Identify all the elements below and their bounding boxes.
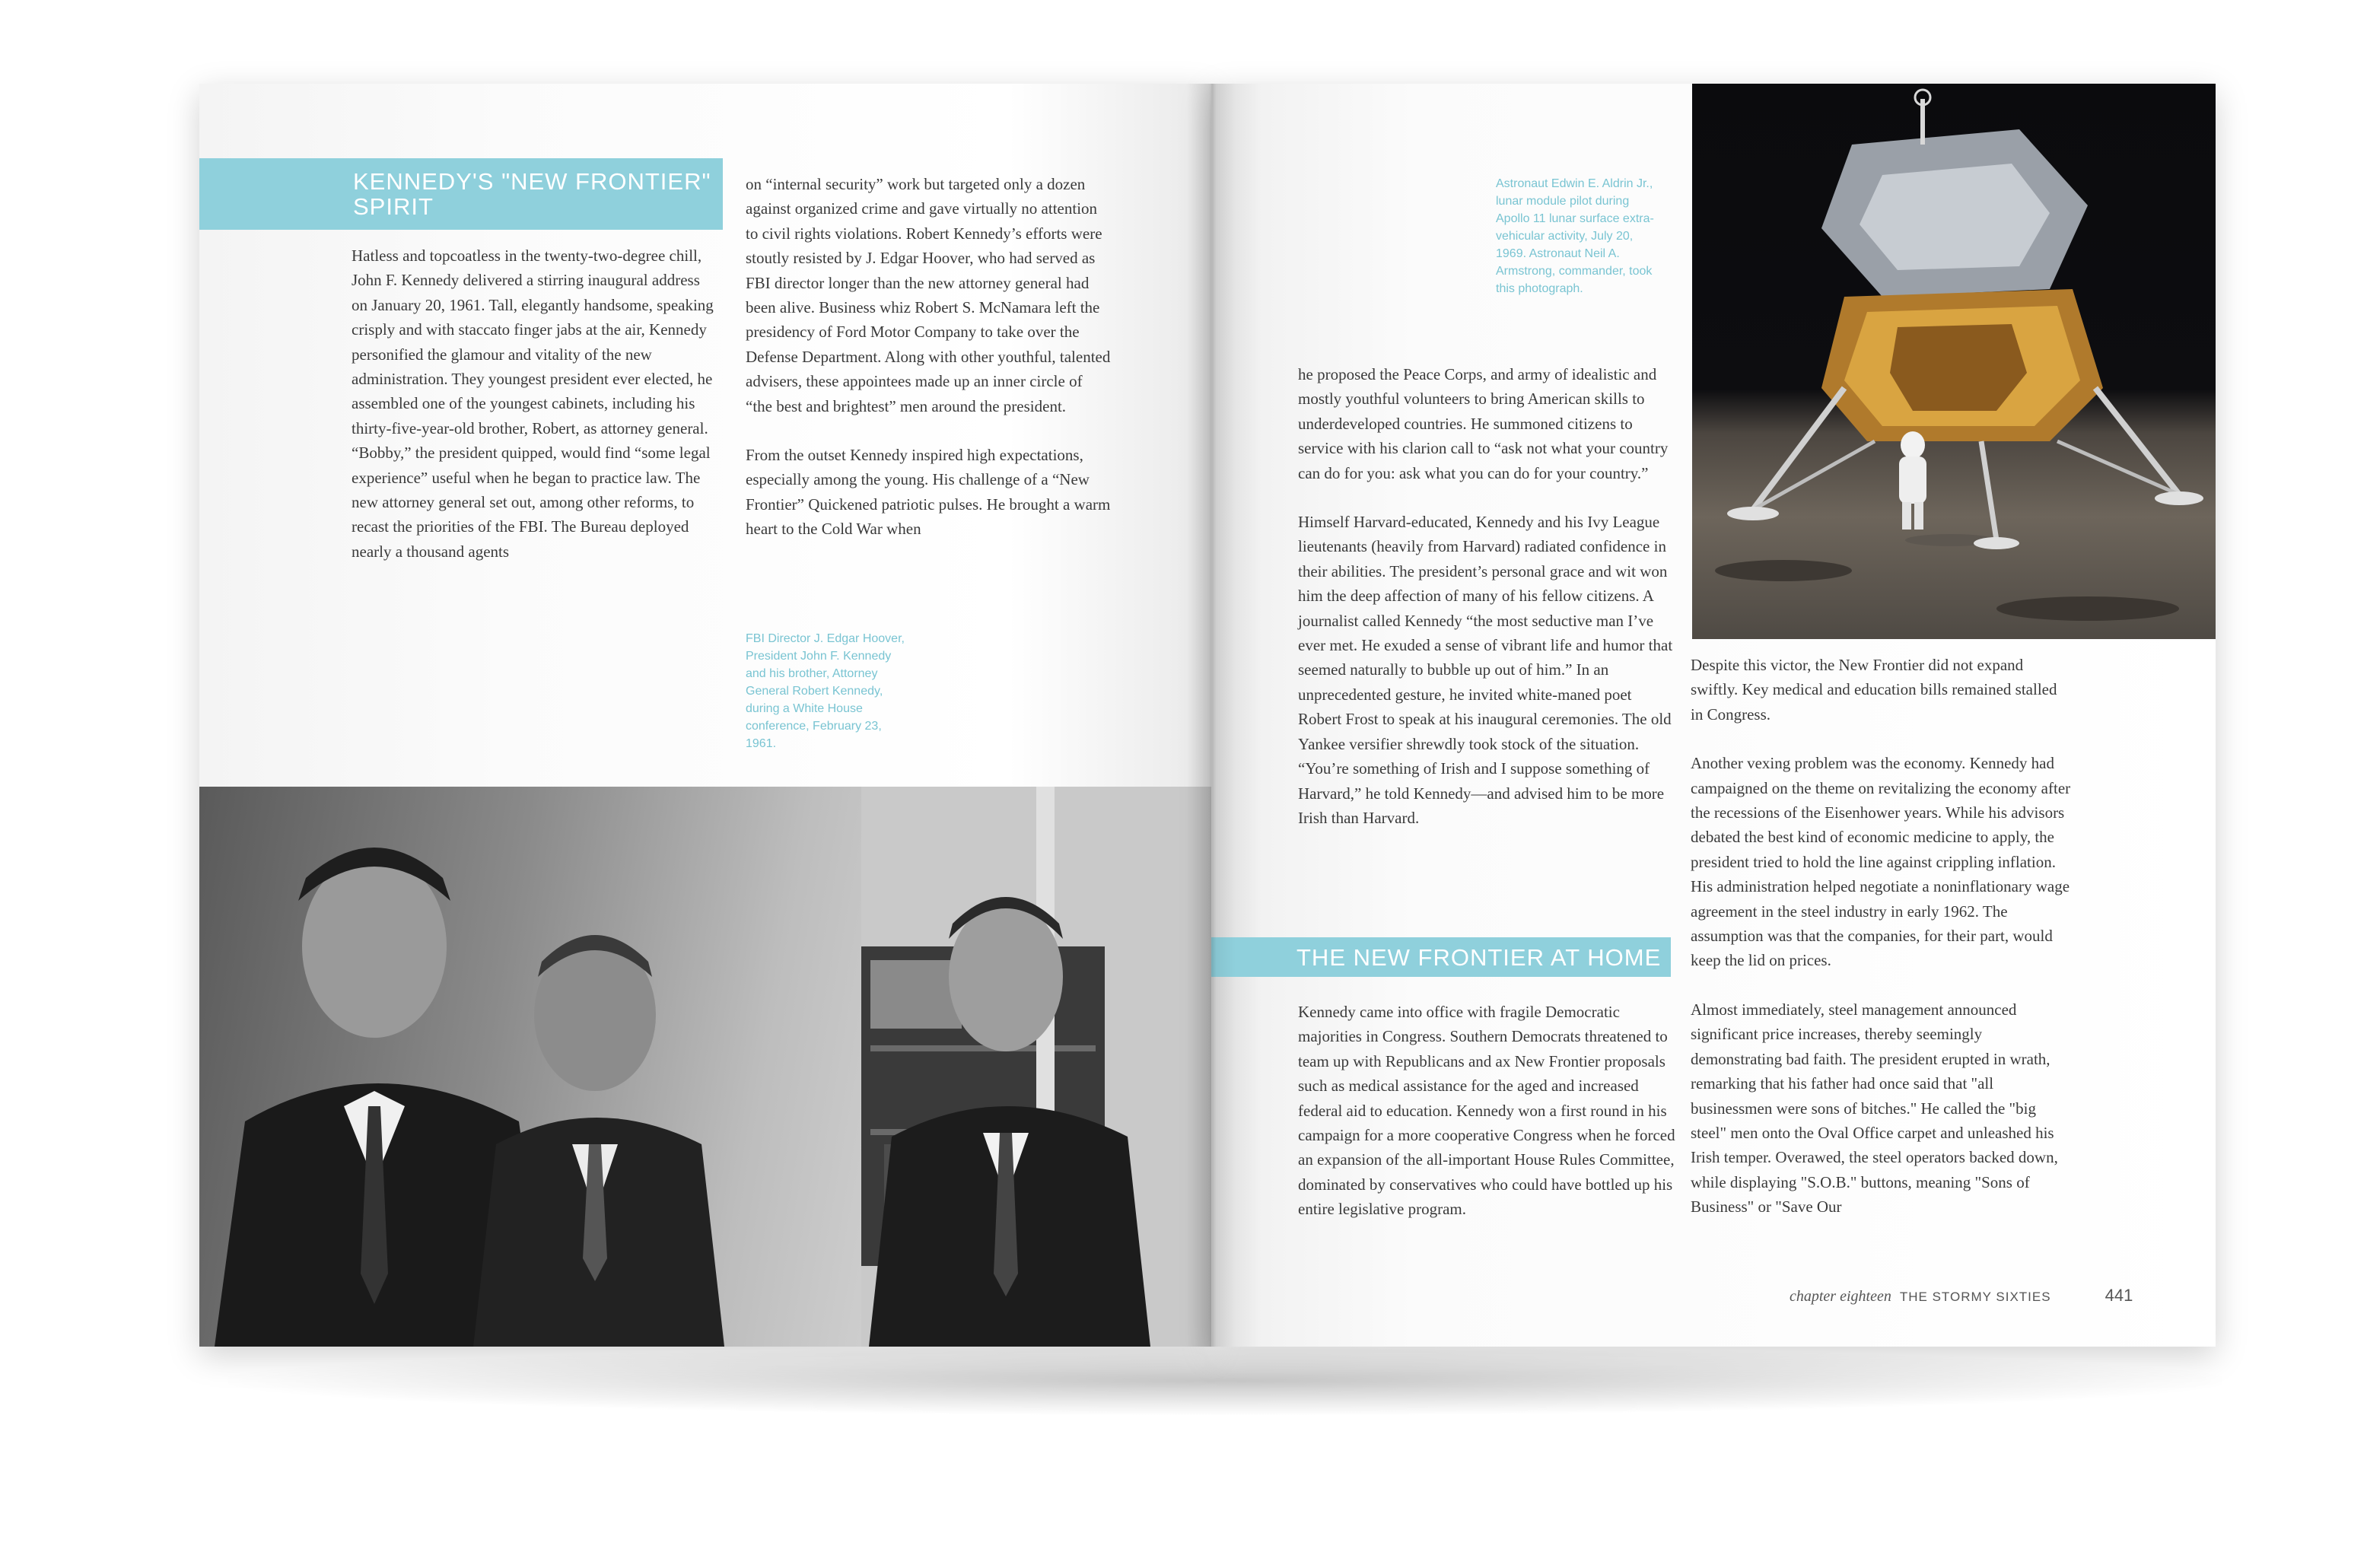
paragraph: on “internal security” work but targeted only a dozen against organized crime and gave virtually no attention to civil rights violations. Robert Kennedy’s efforts were stoutly resisted by J. Edgar Hoover, who had served as FBI director longer than the new attorney general had been alive. Business whiz Robert S. McNamara left the presidency of Ford Motor Company to take over the Defense Department. Along with other youthful, talented advisers, these appointees made up an inner circle of “the best and brightest” men around the president.	[746, 175, 1111, 415]
paragraph: Kennedy came into office with fragile Democratic majorities in Congress. Southern Democrats threatened to team up with Republicans and ax New Frontier proposals such as medical assistance for the aged and increased federal aid to education. Kennedy won a first round in his campaign for a more cooperative Congress when he forced an expansion of the all-important House Rules Committee, dominated by conservatives who could have bottled up his entire legislative program.	[1298, 1003, 1675, 1219]
photo-apollo-lunar-module-illustration	[1692, 84, 2216, 639]
photo-apollo-lunar-module	[1692, 84, 2216, 639]
paragraph: Hatless and topcoatless in the twenty-two-degree chill, John F. Kennedy delivered a stirring inaugural address on January 20, 1961. Tall, elegantly handsome, speaking crisply and with staccato finger jabs at the air, Kennedy personified the glamour and vitality of the new administration. They youngest president ever elected, he assembled one of the youngest cabinets, including his thirty-five-year-old brother, Robert, as attorney general. “Bobby,” the president quipped, would find “some legal experience” useful when he began to practice law. The new attorney general set out, among other reforms, to recast the priorities of the FBI. The Bureau deployed nearly a thousand agents	[352, 246, 714, 561]
paragraph: From the outset Kennedy inspired high expectations, especially among the young. His challenge of a “New Frontier” Quickened patriotic pulses. He brought a warm heart to the Cold War when	[746, 446, 1111, 539]
photo-caption-hoover-kennedys: FBI Director J. Edgar Hoover, President John F. Kennedy and his brother, Attorney General Robert Kennedy, during a White House conference, February 23, 1961.	[746, 632, 905, 750]
right-page	[1211, 84, 2216, 1347]
left-column-2	[746, 172, 1111, 542]
section-heading-new-frontier-at-home: THE NEW FRONTIER AT HOME	[1211, 937, 1671, 977]
photo-caption-apollo-11: Astronaut Edwin E. Aldrin Jr., lunar module pilot during Apollo 11 lunar surface extra-vehicular activity, July 20, 1969. Astronaut Neil A. Armstrong, commander, took this photograph.	[1496, 177, 1654, 295]
left-page	[199, 84, 1211, 1347]
paragraph: Almost immediately, steel management announced significant price increases, thereby seemingly demonstrating bad faith. The president erupted in wrath, remarking that his father had once said that "all businessmen were sons of bitches." He called the "big steel" men onto the Oval Office carpet and unleashed his Irish temper. Overawed, the steel operators backed down, while displaying "S.O.B." buttons, meaning "Sons of Business" or "Save Our	[1691, 1000, 2058, 1217]
footer-chapter-title: THE STORMY SIXTIES	[1899, 1290, 2051, 1304]
left-column-1	[352, 243, 717, 564]
photo-kennedys-hoover	[199, 787, 1211, 1347]
right-column-1-top	[1298, 362, 1678, 830]
right-column-2	[1691, 653, 2071, 1220]
paragraph: Himself Harvard-educated, Kennedy and his Ivy League lieutenants (heavily from Harvard) radiated confidence in their abilities. The president’s personal grace and wit won him the deep affection of many of his fellow citizens. A journalist called Kennedy “the most seductive man I’ve ever met. He exuded a sense of vibrant life and humor that seemed naturally to bubble up out of him.” In an unprecedented gesture, he invited white-maned poet Robert Frost to speak at his inaugural ceremonies. The old Yankee versifier shrewdly took stock of the situation. “You’re something of Irish and I suppose something of Harvard,” he told Kennedy—and advised him to be more Irish than Harvard.	[1298, 513, 1673, 827]
right-column-1-bottom	[1298, 1000, 1678, 1222]
paragraph: he proposed the Peace Corps, and army of idealistic and mostly youthful volunteers to bring American skills to underdeveloped countries. He summoned citizens to service with his clarion call to “ask not what your country can do for you: ask what you can do for your country.”	[1298, 365, 1669, 482]
paragraph: Another vexing problem was the economy. Kennedy had campaigned on the theme on revitalizing the economy after the recessions of the Eisenhower years. While his advisors debated the best kind of economic medicine to apply, the president tried to hold the line against crippling inflation. His administration helped negotiate a noninflationary wage agreement in the steel industry in early 1962. The assumption was that the companies, for their part, would keep the lid on prices.	[1691, 754, 2071, 970]
photo-kennedys-hoover-illustration	[199, 787, 1211, 1347]
page-number: 441	[2105, 1286, 2133, 1305]
section-heading-new-frontier-spirit: KENNEDY'S "NEW FRONTIER" SPIRIT	[199, 158, 723, 230]
running-footer	[1790, 1286, 2133, 1306]
book-shadow	[228, 1347, 2222, 1415]
paragraph: Despite this victor, the New Frontier did not expand swiftly. Key medical and education bills remained stalled in Congress.	[1691, 656, 2057, 724]
footer-chapter: chapter eighteen	[1790, 1288, 1891, 1305]
